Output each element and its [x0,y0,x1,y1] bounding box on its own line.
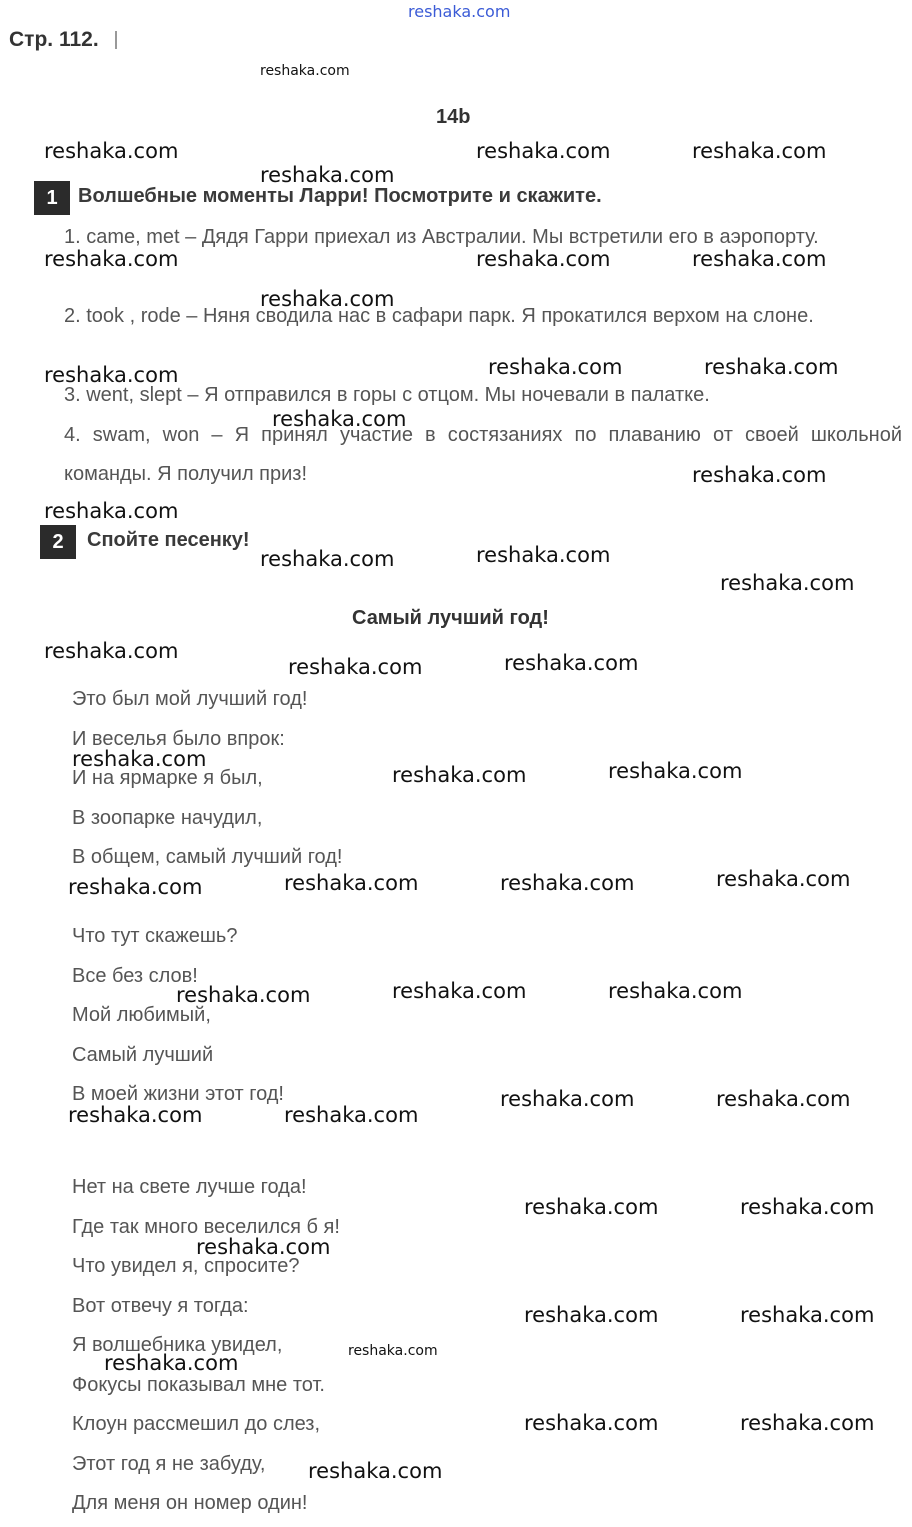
watermark: reshaka.com [288,655,423,679]
exercise-2-title: Спойте песенку! [87,529,250,551]
lyric-line: Что увидел я, спросите? [72,1255,300,1277]
lyric-line: И на ярмарке я был, [72,767,263,789]
watermark: reshaka.com [524,1411,659,1435]
lyric-line: Все без слов! [72,964,198,987]
exercise-1-item-4: 4. swam, won – Я принял участие в состязаниях по плаванию от своей школьной команды. Я получил приз! [64,424,902,485]
watermark: reshaka.com [284,871,419,895]
lyric-line: Фокусы показывал мне тот. [72,1373,325,1396]
song-stanza-3 [72,1168,340,1524]
exercise-1-item-2: 2. took , rode – Няня сводила нас в сафари парк. Я прокатился верхом на слоне. [64,305,814,327]
watermark: reshaka.com [260,287,395,311]
watermark: reshaka.com [692,139,827,163]
watermark: reshaka.com [608,979,743,1003]
watermark: reshaka.com [476,139,611,163]
watermark: reshaka.com [500,871,635,895]
exercise-1-item-1: 1. came, met – Дядя Гарри приехал из Австралии. Мы встретили его в аэропорту. [64,226,819,248]
watermark: reshaka.com [44,139,179,163]
watermark: reshaka.com [524,1195,659,1219]
watermark: reshaka.com [740,1195,875,1219]
song-stanza-1 [72,680,342,878]
watermark: reshaka.com [504,651,639,675]
watermark: reshaka.com [284,1103,419,1127]
watermark: reshaka.com [740,1303,875,1327]
watermark: reshaka.com [488,355,623,379]
watermark: reshaka.com [608,759,743,783]
lyric-line: В общем, самый лучший год! [72,846,343,868]
watermark: reshaka.com [348,1343,438,1359]
watermark: reshaka.com [104,1351,239,1375]
lyric-line: И веселья было впрок: [72,727,285,750]
watermark: reshaka.com [716,867,851,891]
page-marker [115,31,117,49]
page-reference: Стр. 112. [9,28,99,51]
watermark: reshaka.com [692,463,827,487]
watermark: reshaka.com [392,763,527,787]
watermark: reshaka.com [44,499,179,523]
watermark: reshaka.com [44,247,179,271]
watermark: reshaka.com [476,543,611,567]
watermark: reshaka.com [260,63,350,79]
watermark: reshaka.com [196,1235,331,1259]
watermark: reshaka.com [524,1303,659,1327]
lyric-line: Самый лучший [72,1043,214,1066]
watermark: reshaka.com [176,983,311,1007]
lyric-line: Мой любимый, [72,1004,211,1026]
lyric-line: Я волшебника увидел, [72,1334,283,1356]
watermark: reshaka.com [72,747,207,771]
watermark: reshaka.com [740,1411,875,1435]
lyric-line: Клоун рассмешил до слез, [72,1413,321,1435]
lyric-line: Нет на свете лучше года! [72,1176,307,1198]
watermark: reshaka.com [476,247,611,271]
watermark: reshaka.com [68,1103,203,1127]
watermark: reshaka.com [260,163,395,187]
lyric-line: В зоопарке начудил, [72,806,263,829]
lyric-line: В моей жизни этот год! [72,1083,284,1105]
lyric-line: Этот год я не забуду, [72,1452,266,1475]
lesson-number: 14b [436,106,471,128]
watermark: reshaka.com [500,1087,635,1111]
exercise-2-badge: 2 [40,525,76,559]
exercise-1-item-3: 3. went, slept – Я отправился в горы с отцом. Мы ночевали в палатке. [64,384,710,406]
song-stanza-2 [72,917,284,1115]
watermark: reshaka.com [392,979,527,1003]
watermark: reshaka.com [716,1087,851,1111]
watermark: reshaka.com [260,547,395,571]
song-title: Самый лучший год! [352,607,549,629]
watermark: reshaka.com [692,247,827,271]
lyric-line: Вот отвечу я тогда: [72,1294,249,1317]
lyric-line: Это был мой лучший год! [72,688,308,710]
site-watermark-top: reshaka.com [408,2,511,21]
watermark: reshaka.com [68,875,203,899]
watermark: reshaka.com [272,407,407,431]
exercise-1-badge: 1 [34,181,70,215]
exercise-1-title: Волшебные моменты Ларри! Посмотрите и скажите. [78,185,602,207]
watermark: reshaka.com [704,355,839,379]
lyric-line: Что тут скажешь? [72,925,238,947]
watermark: reshaka.com [720,571,855,595]
watermark: reshaka.com [44,639,179,663]
lyric-line: Для меня он номер один! [72,1492,308,1514]
lyric-line: Где так много веселился б я! [72,1215,340,1238]
watermark: reshaka.com [44,363,179,387]
watermark: reshaka.com [308,1459,443,1483]
